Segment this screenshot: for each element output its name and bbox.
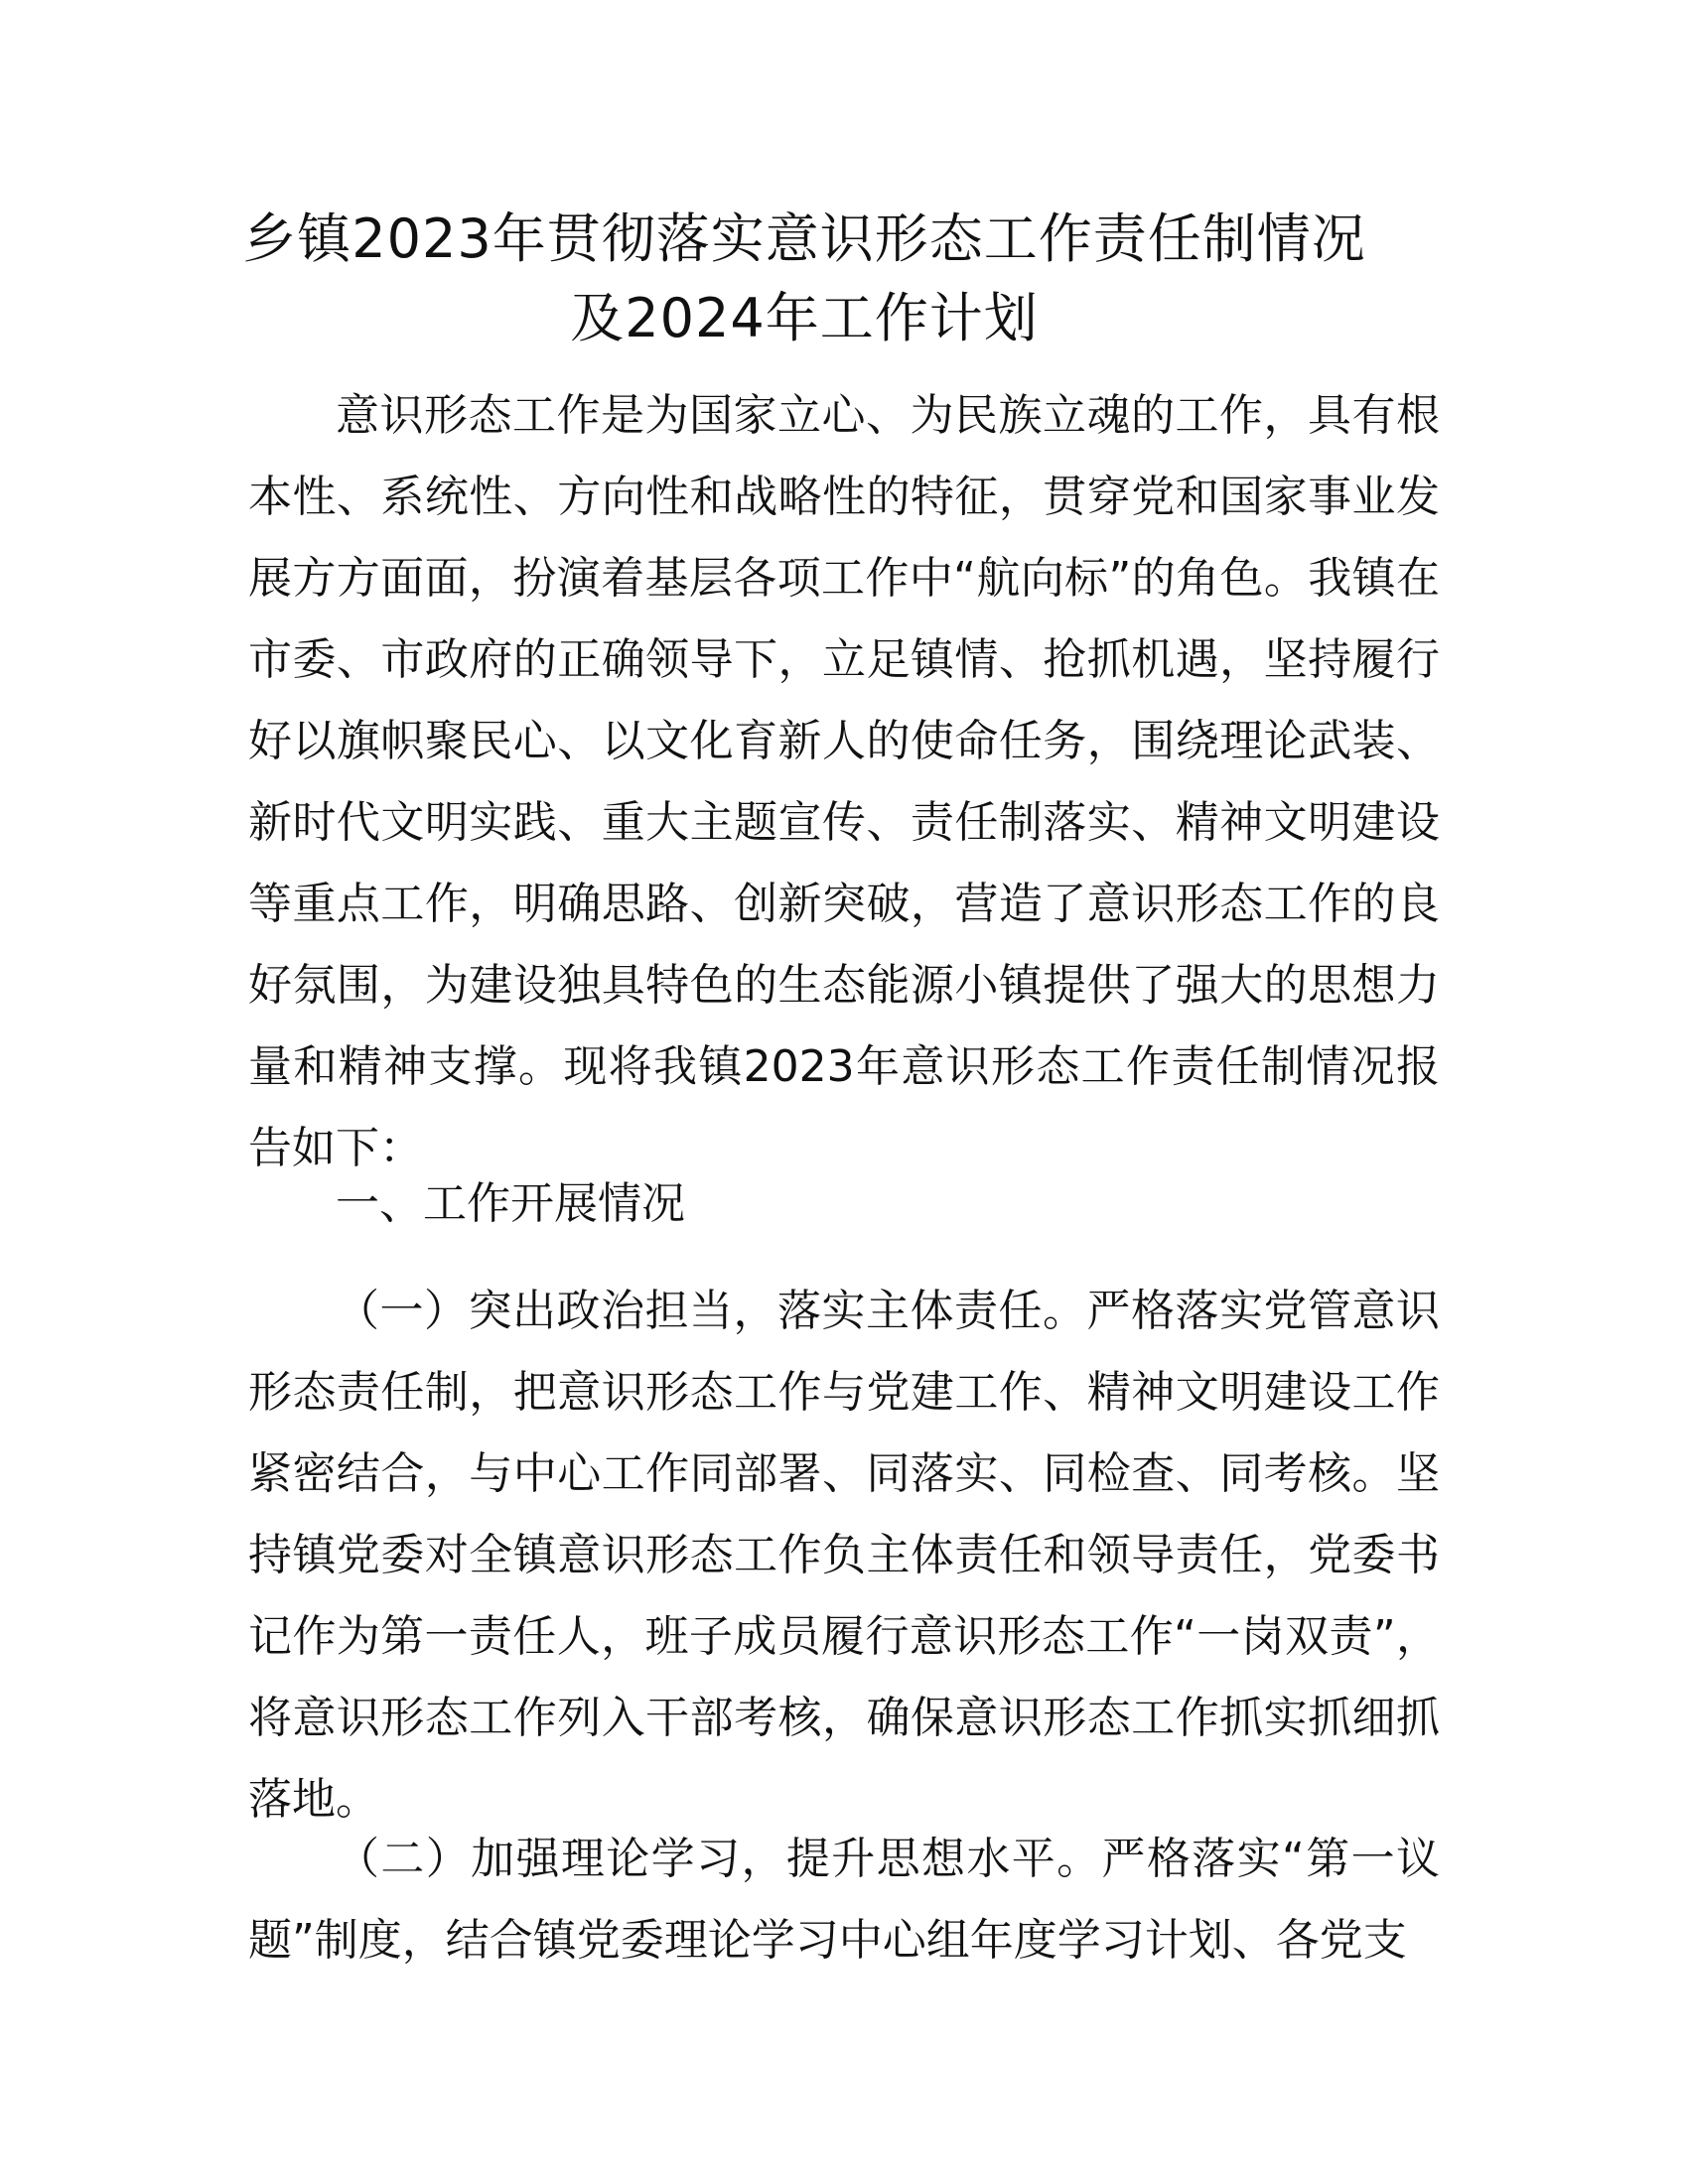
section-heading-work-status: 一、工作开展情况 (336, 1178, 685, 1229)
document-title-line-2: 及2024年工作计划 (570, 287, 1039, 349)
subsection-1-block (248, 1271, 1440, 1841)
document-title-line-1: 乡镇2023年贯彻落实意识形态工作责任制情况 (242, 207, 1366, 270)
section-heading-block (248, 1163, 1440, 1245)
subsection-2-paragraph: （二）加强理论学习，提升思想水平。严格落实“第一议题”制度，结合镇党委理论学习中心组年度学习计划、各党支 (248, 1834, 1440, 1966)
subsection-1-paragraph: （一）突出政治担当，落实主体责任。严格落实党管意识形态责任制，把意识形态工作与党建工作、精神文明建设工作紧密结合，与中心工作同部署、同落实、同检查、同考核。坚持镇党委对全镇意识形态工作负主体责任和领导责任，党委书记作为第一责任人，班子成员履行意识形态工作“一岗双责”，将意识形态工作列入干部考核，确保意识形态工作抓实抓细抓落地。 (248, 1286, 1440, 1825)
subsection-2-block (248, 1819, 1440, 1981)
intro-paragraph: 意识形态工作是为国家立心、为民族立魂的工作，具有根本性、系统性、方向性和战略性的特征，贯穿党和国家事业发展方方面面，扮演着基层各项工作中“航向标”的角色。我镇在市委、市政府的正确领导下，立足镇情、抢抓机遇，坚持履行好以旗帜聚民心、以文化育新人的使命任务，围绕理论武装、新时代文明实践、重大主题宣传、责任制落实、精神文明建设等重点工作，明确思路、创新突破，营造了意识形态工作的良好氛围，为建设独具特色的生态能源小镇提供了强大的思想力量和精神支撑。现将我镇2023年意识形态工作责任制情况报告如下： (248, 390, 1440, 1173)
intro-paragraph-block (248, 375, 1440, 1189)
